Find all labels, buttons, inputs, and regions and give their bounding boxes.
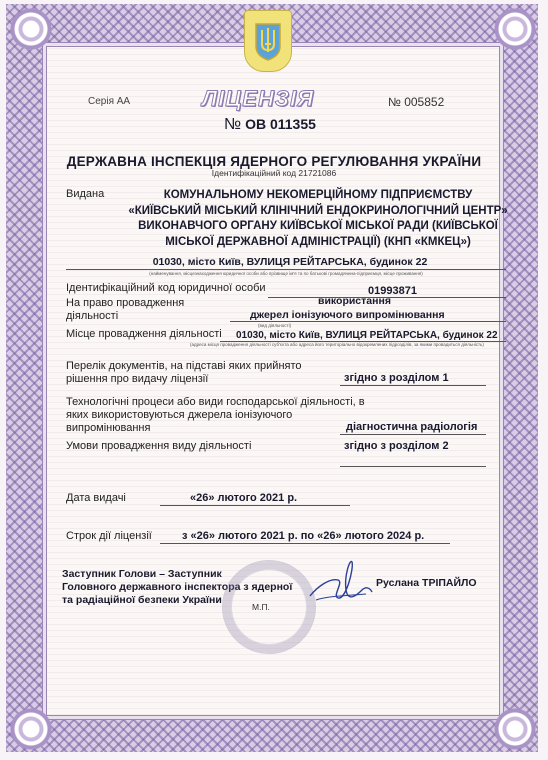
- docs-label: Перелік документів, на підставі яких прийнято: [66, 360, 302, 372]
- corner-rosette-icon: [10, 8, 52, 50]
- conditions-label: Умови провадження виду діяльності: [66, 440, 252, 452]
- document-title: ЛІЦЕНЗІЯ: [202, 86, 315, 111]
- issue-date-label: Дата видачі: [66, 492, 126, 504]
- right-note: (вид діяльності): [258, 323, 292, 328]
- license-number: [224, 116, 316, 134]
- place-label: Місце провадження діяльності: [66, 328, 222, 340]
- tech-label: яких використовуються джерела іонізуючого: [66, 409, 293, 421]
- series-label: Серія АА: [88, 96, 131, 107]
- divider: [66, 269, 506, 270]
- agency-code: Ідентифікаційний код 21721086: [211, 168, 337, 178]
- holder-address: 01030, місто Київ, ВУЛИЦЯ РЕЙТАРСЬКА, будинок 22: [152, 256, 428, 268]
- place-note: (адреса місця провадження діяльності суб'єкта або адреса його територіально відокремлених підрозділів, за якими провадиться діяльність): [190, 342, 484, 347]
- right-value: використання: [318, 295, 391, 307]
- agency-name: ДЕРЖАВНА ІНСПЕКЦІЯ ЯДЕРНОГО РЕГУЛЮВАННЯ УКРАЇНИ: [66, 154, 482, 169]
- signatory-position: та радіаційної безпеки України: [62, 594, 222, 606]
- right-value: джерел іонізуючого випромінювання: [250, 309, 445, 321]
- docs-label: рішення про видачу ліцензії: [66, 373, 209, 385]
- divider: [230, 321, 506, 322]
- coat-of-arms-icon: [244, 10, 292, 72]
- divider: [340, 466, 486, 467]
- docs-value: згідно з розділом 1: [344, 372, 449, 384]
- corner-rosette-icon: [10, 708, 52, 750]
- right-label: діяльності: [66, 310, 119, 322]
- signatory-position: Заступник Голови – Заступник: [62, 568, 222, 580]
- mp-label: М.П.: [252, 602, 270, 612]
- right-label: На право провадження: [66, 297, 185, 309]
- tech-label: випромінювання: [66, 422, 151, 434]
- license-code: ОВ 011355: [245, 116, 316, 132]
- issued-to-label: Видана: [66, 188, 105, 200]
- holder-name: КОМУНАЛЬНОМУ НЕКОМЕРЦІЙНОМУ ПІДПРИЄМСТВУ «КИЇВСЬКИЙ МІСЬКИЙ КЛІНІЧНИЙ ЕНДОКРИНОЛОГІЧНИЙ ЦЕНТР» ВИКОНАВЧОГО ОРГАНУ КИЇВСЬКОЇ МІСЬКОЇ РАДИ (КИЇВСЬКОЇ МІСЬКОЇ ДЕРЖАВНОЇ АДМІНІСТРАЦІЇ) (КНП «КМКЕЦ»): [128, 189, 508, 248]
- divider: [160, 505, 350, 506]
- divider: [340, 385, 486, 386]
- signatory-name: Руслана ТРІПАЙЛО: [376, 577, 477, 589]
- corner-rosette-icon: [494, 8, 536, 50]
- validity-label: Строк дії ліцензії: [66, 530, 152, 542]
- divider: [340, 434, 486, 435]
- place-value: 01030, місто Київ, ВУЛИЦЯ РЕЙТАРСЬКА, будинок 22: [236, 330, 498, 341]
- form-number: № 005852: [388, 95, 445, 109]
- validity-value: з «26» лютого 2021 р. по «26» лютого 2024 р.: [182, 530, 425, 542]
- signature-icon: [304, 556, 376, 614]
- conditions-value: згідно з розділом 2: [344, 440, 449, 452]
- signatory-position: Головного державного інспектора з ядерної: [62, 581, 293, 593]
- issue-date-value: «26» лютого 2021 р.: [190, 492, 298, 504]
- number-sign: №: [224, 116, 242, 133]
- divider: [160, 543, 450, 544]
- id-code-value: 01993871: [368, 285, 417, 297]
- address-note: (найменування, місцезнаходження юридичної особи або прізвище ім'я та по батькові громадянина-підприємця, місце проживання): [149, 271, 423, 276]
- id-code-label: Ідентифікаційний код юридичної особи: [66, 282, 266, 294]
- corner-rosette-icon: [494, 708, 536, 750]
- tech-label: Технологічні процеси або види господарської діяльності, в: [66, 396, 365, 408]
- tech-value: діагностична радіологія: [346, 421, 478, 433]
